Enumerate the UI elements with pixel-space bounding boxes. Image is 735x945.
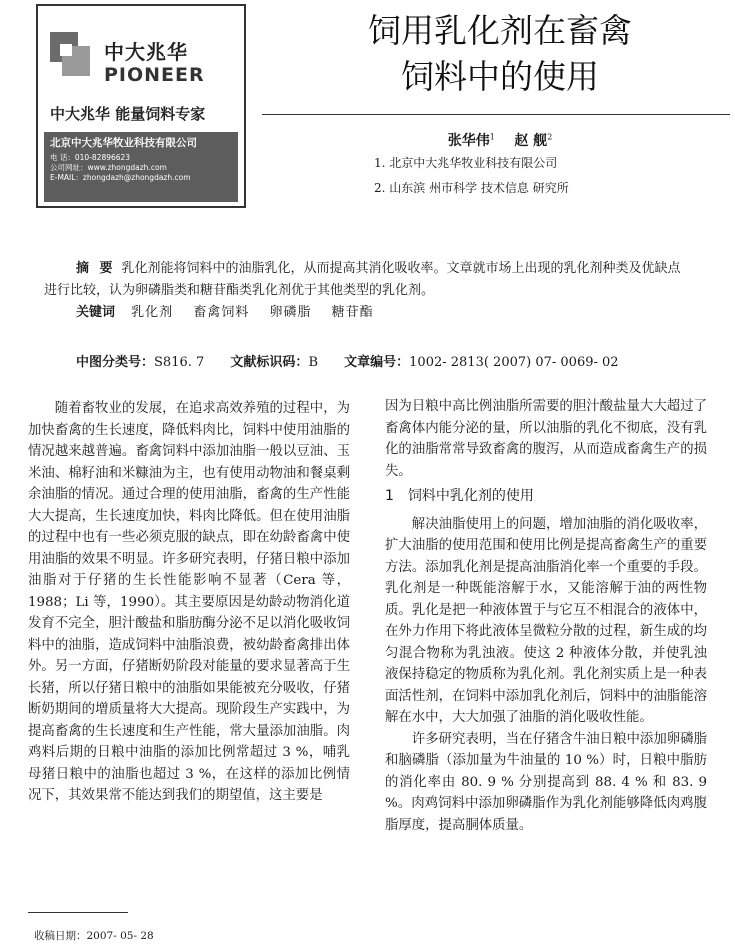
article-no-value: 1002- 2813( 2007) 07- 0069- 02 <box>409 355 619 370</box>
keywords-label: 关键词 <box>76 305 116 320</box>
classification-info <box>76 351 641 370</box>
body-column-right <box>385 396 707 836</box>
section-heading <box>385 486 707 508</box>
keywords <box>76 302 390 324</box>
ad-slogan: 中大兆华 能量饲料专家 <box>50 105 206 123</box>
ad-website: 公司网址：www.zhongdazh.com <box>50 163 167 172</box>
author-list <box>380 130 620 150</box>
advertisement-box <box>36 4 246 208</box>
ad-brand-english: PIONEER <box>104 64 205 86</box>
keyword: 乳化剂 <box>131 305 174 320</box>
author-name: 赵 舰 <box>514 133 548 149</box>
section-number: 1 <box>385 488 394 504</box>
clc-label: 中图分类号： <box>76 355 155 370</box>
ad-phone: 电 话：010-82896623 <box>50 153 131 162</box>
keyword: 卵磷脂 <box>269 305 312 320</box>
author-affiliation-mark: 1 <box>489 132 495 142</box>
affiliation-2: 2. 山东滨 州市科学 技术信息 研究所 <box>374 181 569 195</box>
keyword: 畜禽饲料 <box>193 305 250 320</box>
body-paragraph: 因为日粮中高比例油脂所需要的胆汁酸盐量大大超过了畜禽体内能分泌的量，所以油脂的乳化不彻底，没有乳化的油脂常常导致畜禽的腹泻，从而造成畜禽生产的损失。 <box>385 399 707 479</box>
author-name: 张华伟 <box>447 133 490 149</box>
ad-brand-chinese: 中大兆华 <box>104 40 188 64</box>
doc-code-value: B <box>308 355 318 370</box>
body-column-left <box>28 398 350 807</box>
author-affiliation-mark: 2 <box>547 132 553 142</box>
ad-contact-panel <box>44 132 238 202</box>
abstract-label: 摘 要 <box>76 261 116 276</box>
article-no-label: 文章编号： <box>344 355 410 370</box>
title-line-1: 饲用乳化剂在畜禽 <box>368 11 632 50</box>
title-line-2: 饲料中的使用 <box>401 57 599 96</box>
footnote-divider <box>28 912 128 913</box>
pioneer-logo-icon <box>50 32 92 78</box>
clc-value: S816. 7 <box>154 355 205 370</box>
body-paragraph: 解决油脂使用上的问题，增加油脂的消化吸收率，扩大油脂的使用范围和使用比例是提高畜禽生产的重要方法。添加乳化剂是提高油脂消化率一个重要的手段。乳化剂是一种既能溶解于水，又能溶解于油的两性物质。乳化是把一种液体置于与它互不相混合的液体中，在外力作用下将此液体呈微粒分散的过程，新生成的均匀混合物称为乳浊液。使这 2 种液体分散，并使乳浊液保持稳定的物质称为乳化剂。乳化剂实质上是一种表面活性剂，在饲料中添加乳化剂后，饲料中的油脂能溶解在水中，大大加强了油脂的消化吸收性能。 <box>385 516 707 725</box>
title-divider <box>262 114 730 115</box>
body-paragraph: 随着畜牧业的发展，在追求高效养殖的过程中，为加快畜禽的生长速度，降低料肉比，饲料中使用油脂的情况越来越普遍。畜禽饲料中添加油脂一般以豆油、玉米油、棉籽油和米糠油为主，也有使用动物油和餐桌剩余油脂的情况。通过合理的使用油脂，畜禽的生产性能大大提高，生长速度加快，料肉比降低。但在使用油脂的过程中也有一些必须克服的缺点，即在幼龄畜禽中使用油脂的效果不明显。许多研究表明，仔猪日粮中添加油脂对于仔猪的生长性能影响不显著（Cera 等，1988；Li 等，1990）。其主要原因是幼龄动物消化道发育不完全，胆汁酸盐和脂肪酶分泌不足以消化吸收饲料中的油脂，造成饲料中油脂浪费，被幼龄畜禽排出体外。另一方面，仔猪断奶阶段对能量的要求显著高于生长猪，所以仔猪日粮中的油脂如果能被充分吸收，仔猪断奶期间的增质量将大大提高。现阶段生产实践中，为提高畜禽的生长速度和生产性能，常大量添加油脂。肉鸡料后期的日粮中油脂的添加比例常超过 3 %，哺乳母猪日粮中的油脂也超过 3 %，在这样的添加比例情况下，其效果常不能达到我们的期望值，这主要是 <box>28 401 350 803</box>
affiliation-1: 1. 北京中大兆华牧业科技有限公司 <box>374 156 558 170</box>
ad-email: E-MAIL：zhongdazh@zhongdazh.com <box>50 173 191 182</box>
ad-company-name: 北京中大兆华牧业科技有限公司 <box>50 137 197 149</box>
abstract-text: 乳化剂能将饲料中的油脂乳化，从而提高其消化吸收率。文章就市场上出现的乳化剂种类及优缺点进行比较，认为卵磷脂类和糖苷酯类乳化剂优于其他类型的乳化剂。 <box>44 261 681 298</box>
doc-code-label: 文献标识码： <box>230 355 309 370</box>
article-title <box>300 8 700 100</box>
keyword: 糖苷酯 <box>331 305 374 320</box>
abstract <box>44 258 684 302</box>
body-paragraph: 许多研究表明，当在仔猪含牛油日粮中添加卵磷脂和脑磷脂（添加量为牛油量的 10 %）时，日粮中脂肪的消化率由 80. 9 % 分别提高到 88. 4 % 和 83. 9 %。肉鸡饲料中添加卵磷脂作为乳化剂能够降低肉鸡腹脂厚度，提高胴体质量。 <box>385 731 707 833</box>
section-title: 饲料中乳化剂的使用 <box>407 488 534 504</box>
received-date-footnote: 收稿日期：2007- 05- 28 <box>34 930 154 942</box>
